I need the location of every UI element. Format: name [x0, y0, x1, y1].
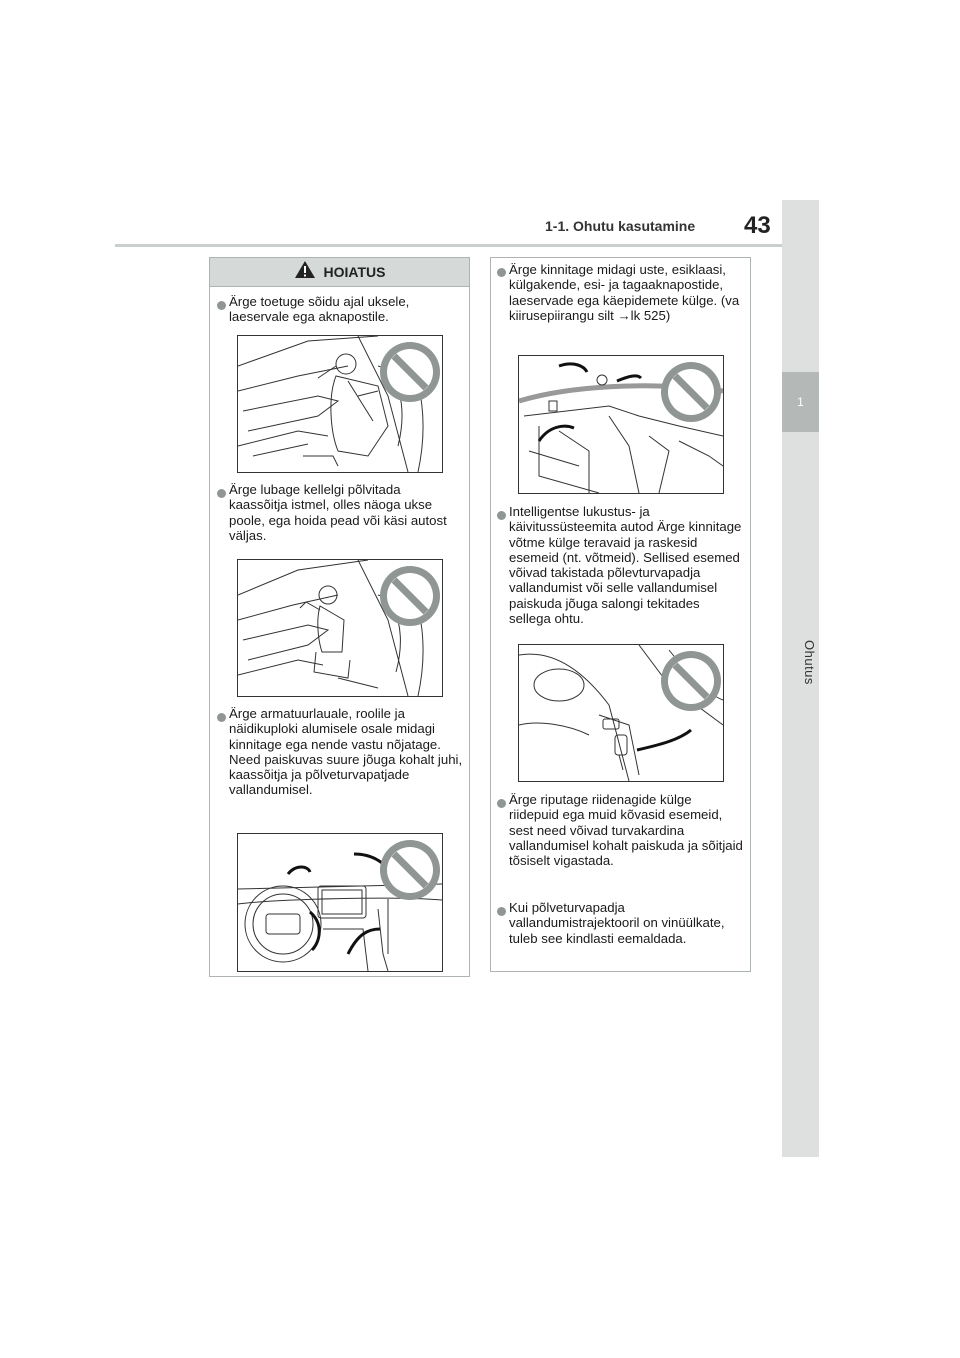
warning-text: Ärge armatuurlauale, roolile ja näidikuploki alumisele osale midagi kinnitage ega nende vastu nõjatage. Need paiskuvas suure jõuga kohalt juhi, kaassõitja ja põlveturvapatjade vallandumisel. [229, 706, 463, 798]
header-divider [115, 244, 782, 247]
warning-text: Ärge lubage kellelgi põlvitada kaassõitja istmel, olles näoga ukse poole, ega hoida pead või käsi autost väljas. [229, 482, 447, 543]
warning-box-right [490, 257, 751, 972]
bullet-icon [497, 511, 506, 520]
warning-text: Ärge riputage riidenagide külge riidepuid ega muid kõvasid esemeid, sest need võivad turvakardina vallandumisel kohalt paiskuda ja sõitjaid tõsiselt vigastada. [509, 792, 743, 869]
bullet-icon [217, 489, 226, 498]
figure-key-on-ignition [518, 644, 724, 782]
bullet-icon [497, 268, 506, 277]
bullet-icon [497, 907, 506, 916]
figure-leaning-on-door [237, 335, 443, 473]
chapter-tab [782, 200, 819, 1157]
warning-box-left [209, 257, 470, 977]
warning-header [210, 258, 469, 287]
bullet-icon [217, 301, 226, 310]
figure-dashboard-steering-wheel [237, 833, 443, 972]
warning-text: Intelligentse lukustus- ja käivitussüsteemita autod Ärge kinnitage võtme külge teravaid ja raskesid esemeid (nt. võtmeid). Sellised esemed võivad takistada põlevturvapadja vallandumist või selle vallandumisel paiskuda jõuga salongi tekitades sellega ohtu. [509, 504, 742, 627]
warning-text: Kui põlveturvapadja vallandumistrajektooril on vinüülkate, tuleb see kindlasti eemaldada. [509, 900, 725, 946]
warning-triangle-icon [294, 260, 316, 284]
bullet-icon [217, 713, 226, 722]
warning-text: Ärge toetuge sõidu ajal uksele, laeservale ega aknapostile. [229, 294, 410, 325]
page-number: 43 [744, 212, 771, 239]
figure-kneeling-on-seat [237, 559, 443, 697]
section-title: 1-1. Ohutu kasutamine [545, 218, 696, 234]
warning-title: HOIATUS [323, 264, 386, 280]
bullet-icon [497, 799, 506, 808]
chapter-label: Ohutus [802, 640, 817, 685]
warning-text: Ärge kinnitage midagi uste, esiklaasi, külgakende, esi- ja tagaaknapostide, laeservade ega käepidemete külge. (va kiirusepiirangu silt →lk 525) [509, 262, 740, 323]
chapter-number: 1 [782, 372, 819, 432]
figure-objects-on-pillars [518, 355, 724, 494]
